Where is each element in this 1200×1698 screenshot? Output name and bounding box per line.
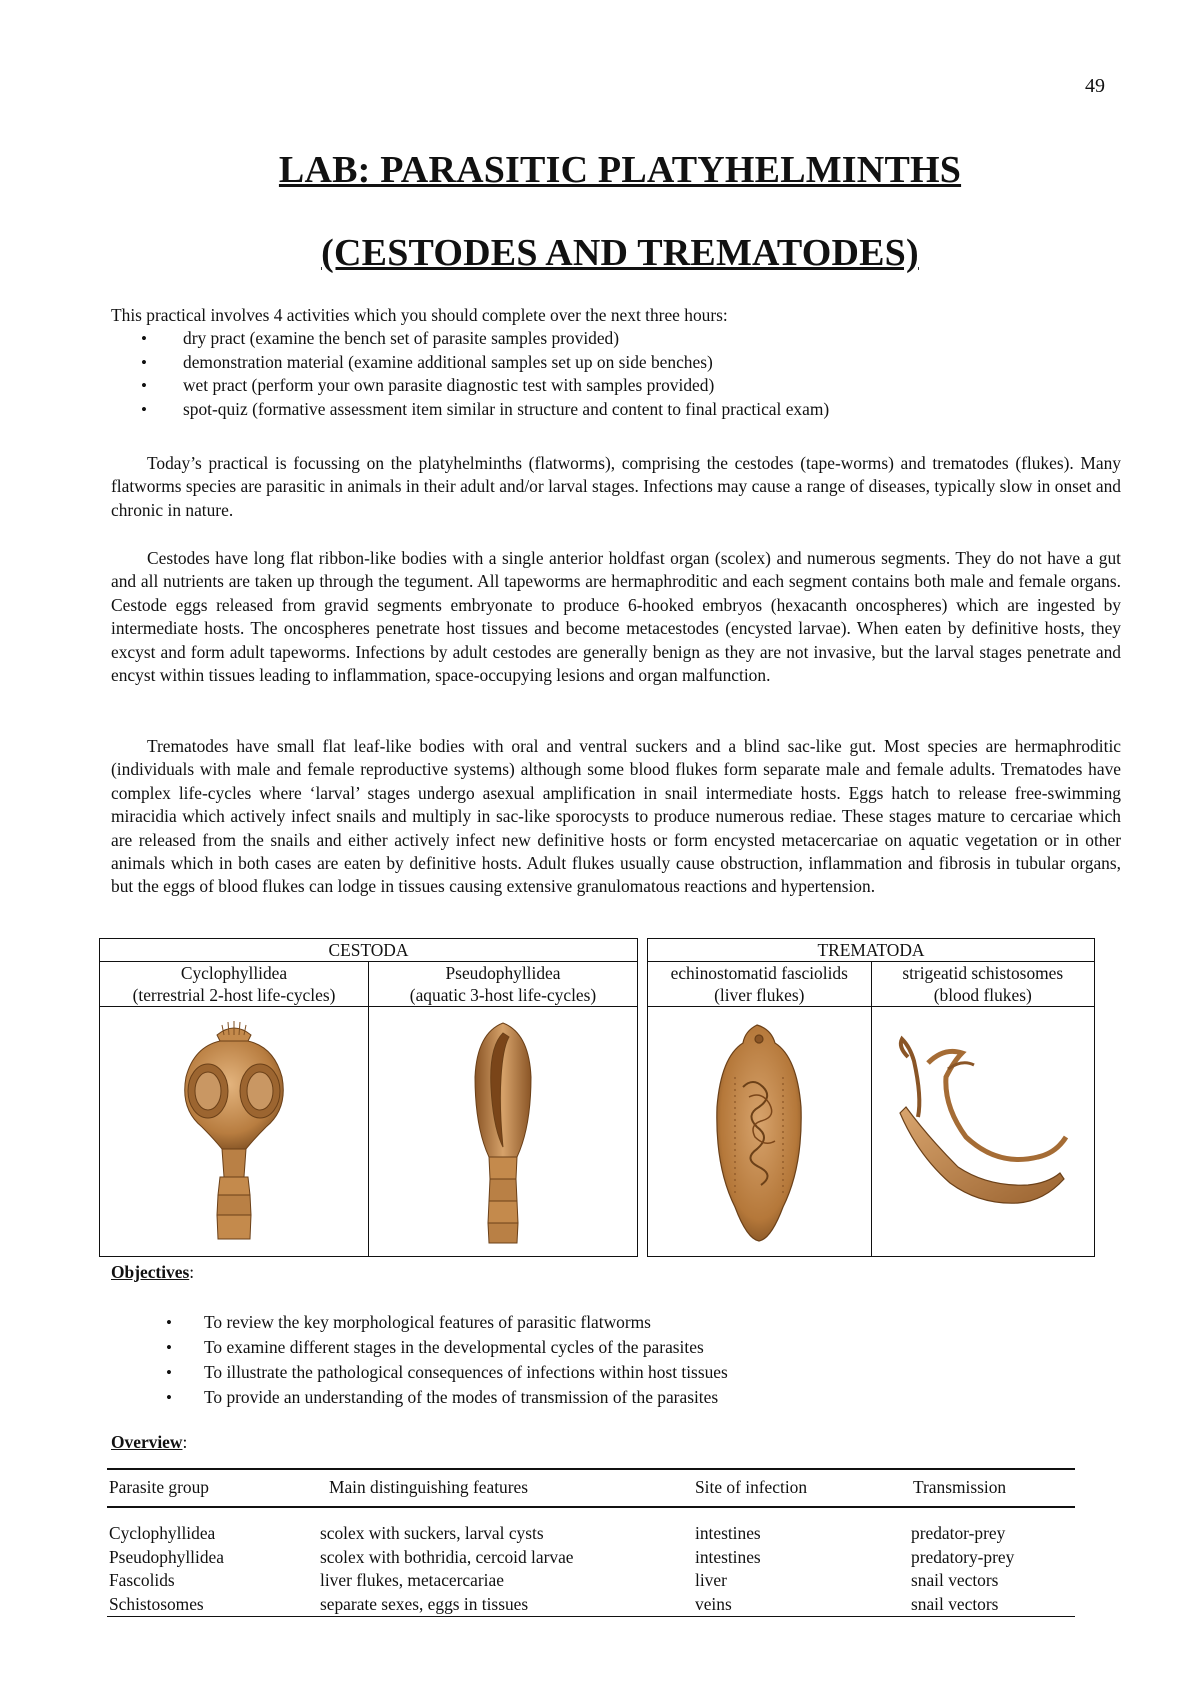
page-title-line1: LAB: PARASITIC PLATYHELMINTHS xyxy=(278,149,962,191)
table-cell: Fascolids xyxy=(109,1570,175,1590)
fasciolid-image-cell xyxy=(648,1007,872,1257)
pseudophyllidea-image-cell xyxy=(369,1007,638,1257)
cyclophyllidea-desc: (terrestrial 2-host life-cycles) xyxy=(132,985,336,1005)
table-cell: intestines xyxy=(695,1523,761,1543)
cestoda-table xyxy=(99,938,638,1257)
table-cell: scolex with suckers, larval cysts xyxy=(320,1523,544,1543)
table-row xyxy=(109,1593,1075,1617)
activity-item: • dry pract (examine the bench set of parasite samples provided) xyxy=(111,327,1121,350)
table-cell: liver flukes, metacercariae xyxy=(320,1570,504,1590)
objective-item: • To illustrate the pathological consequences of infections within host tissues xyxy=(111,1360,1111,1385)
table-cell: predatory-prey xyxy=(911,1546,1015,1567)
cestoda-header: CESTODA xyxy=(100,939,638,962)
overview-col-header: Site of infection xyxy=(695,1477,808,1497)
overview-table xyxy=(109,1522,1075,1616)
trematoda-header: TREMATODA xyxy=(648,939,1095,962)
overview-header-row xyxy=(109,1476,1075,1500)
cestoda-col1-heading xyxy=(100,962,369,1007)
cestoda-col2-heading xyxy=(369,962,638,1007)
overview-col-header: Main distinguishing features xyxy=(329,1477,528,1497)
objective-item: • To provide an understanding of the modes of transmission of the parasites xyxy=(111,1385,1111,1410)
activity-item: • spot-quiz (formative assessment item similar in structure and content to final practical exam) xyxy=(111,398,1121,421)
table-cell: veins xyxy=(695,1593,732,1614)
table-cell: snail vectors xyxy=(911,1593,999,1614)
schistosomes-label: strigeatid schistosomes xyxy=(902,963,1064,983)
objective-item: • To examine different stages in the developmental cycles of the parasites xyxy=(111,1335,1111,1360)
table-cell: snail vectors xyxy=(911,1570,999,1590)
table-cell: Schistosomes xyxy=(109,1593,204,1614)
cyclophyllid-scolex-illustration xyxy=(174,1017,294,1247)
page-number: 49 xyxy=(1085,75,1105,97)
blood-fluke-illustration xyxy=(888,1017,1078,1247)
objectives-heading: Objectives xyxy=(111,1262,190,1282)
activity-item: • demonstration material (examine additional samples set up on side benches) xyxy=(111,351,1121,374)
schistosomes-desc: (blood flukes) xyxy=(933,985,1032,1005)
paragraph-overview: Today’s practical is focussing on the platyhelminths (flatworms), comprising the cestodes (tape-worms) and trematodes (flukes). Many flatworms species are parasitic in animals in their adult and/or larval stages. Infections may cause a range of diseases, typically slow in onset and chronic in nature. xyxy=(111,453,1121,520)
table-row xyxy=(109,1522,1075,1546)
overview-top-rule xyxy=(107,1468,1075,1470)
table-row xyxy=(109,1546,1075,1570)
table-row xyxy=(109,1569,1075,1593)
intro-section xyxy=(111,304,1121,421)
pseudophyllid-scolex-illustration xyxy=(463,1017,543,1247)
intro-text: This practical involves 4 activities which you should complete over the next three hours: xyxy=(111,305,728,325)
overview-bottom-rule xyxy=(107,1616,1075,1617)
trematoda-col2-heading xyxy=(871,962,1095,1007)
overview-heading: Overview xyxy=(111,1432,183,1452)
trematoda-col1-heading xyxy=(648,962,872,1007)
overview-heading-row xyxy=(111,1432,187,1453)
table-cell: scolex with bothridia, cercoid larvae xyxy=(320,1546,574,1567)
objective-item: • To review the key morphological features of parasitic flatworms xyxy=(111,1310,1111,1335)
table-cell: Pseudophyllidea xyxy=(109,1546,224,1567)
paragraph-trematodes: Trematodes have small flat leaf-like bodies with oral and ventral suckers and a blind sac-like gut. Most species are hermaphroditic (individuals with male and female reproductive systems) although some blood flukes form separate male and female adults. Trematodes have complex life-cycles where ‘larval’ stages undergo asexual amplification in snail intermediate hosts. Eggs hatch to release free-swimming miracidia which actively infect snails and multiply in sac-like sporocysts to produce numerous rediae. These stages mature to cercariae which are released from the snails and either actively infect new definitive hosts or form encysted metacercariae on aquatic vegetation or in other animals which in both cases are eaten by definitive hosts. Adult flukes usually cause obstruction, inflammation and fibrosis in tubular organs, but the eggs of blood flukes can lodge in tissues causing extensive granulomatous reactions and hypertension. xyxy=(111,736,1121,897)
trematoda-table xyxy=(647,938,1095,1257)
cyclophyllidea-image-cell xyxy=(100,1007,369,1257)
objectives-list xyxy=(111,1310,1111,1410)
fasciolids-label: echinostomatid fasciolids xyxy=(670,963,848,983)
objectives-heading-row xyxy=(111,1262,194,1283)
overview-col-header: Parasite group xyxy=(109,1477,209,1497)
table-cell: separate sexes, eggs in tissues xyxy=(320,1593,529,1614)
table-cell: predator-prey xyxy=(911,1523,1006,1543)
overview-header-rule xyxy=(107,1506,1075,1508)
overview-header-table xyxy=(109,1476,1075,1500)
activity-list xyxy=(111,327,1121,421)
page-title-line2: (CESTODES AND TREMATODES) xyxy=(321,232,919,274)
paragraph-cestodes: Cestodes have long flat ribbon-like bodies with a single anterior holdfast organ (scolex) and numerous segments. They do not have a gut and all nutrients are taken up through the tegument. All tapeworms are hermaphroditic and each segment contains both male and female organs. Cestode eggs released from gravid segments embryonate to produce 6-hooked embryos (hexacanth oncospheres) which are ingested by intermediate hosts. The oncospheres penetrate host tissues and become metacestodes (encysted larvae). When eaten by definitive hosts, they excyst and form adult tapeworms. Infections by adult cestodes are generally benign as they are not invasive, but the larval stages penetrate and encyst within tissues leading to inflammation, space-occupying lesions and organ malfunction. xyxy=(111,548,1121,686)
pseudophyllidea-desc: (aquatic 3-host life-cycles) xyxy=(409,985,597,1005)
pseudophyllidea-label: Pseudophyllidea xyxy=(445,963,561,983)
schistosome-image-cell xyxy=(871,1007,1095,1257)
cyclophyllidea-label: Cyclophyllidea xyxy=(180,963,288,983)
table-cell: Cyclophyllidea xyxy=(109,1523,216,1543)
table-cell: liver xyxy=(695,1570,727,1590)
objectives-colon: : xyxy=(189,1262,195,1282)
fasciolids-desc: (liver flukes) xyxy=(714,985,805,1005)
table-cell: intestines xyxy=(695,1546,761,1567)
liver-fluke-illustration xyxy=(699,1017,819,1247)
overview-col-header: Transmission xyxy=(913,1477,1007,1497)
overview-colon: : xyxy=(182,1432,188,1452)
activity-item: • wet pract (perform your own parasite diagnostic test with samples provided) xyxy=(111,374,1121,397)
objectives-section xyxy=(111,1310,1111,1410)
